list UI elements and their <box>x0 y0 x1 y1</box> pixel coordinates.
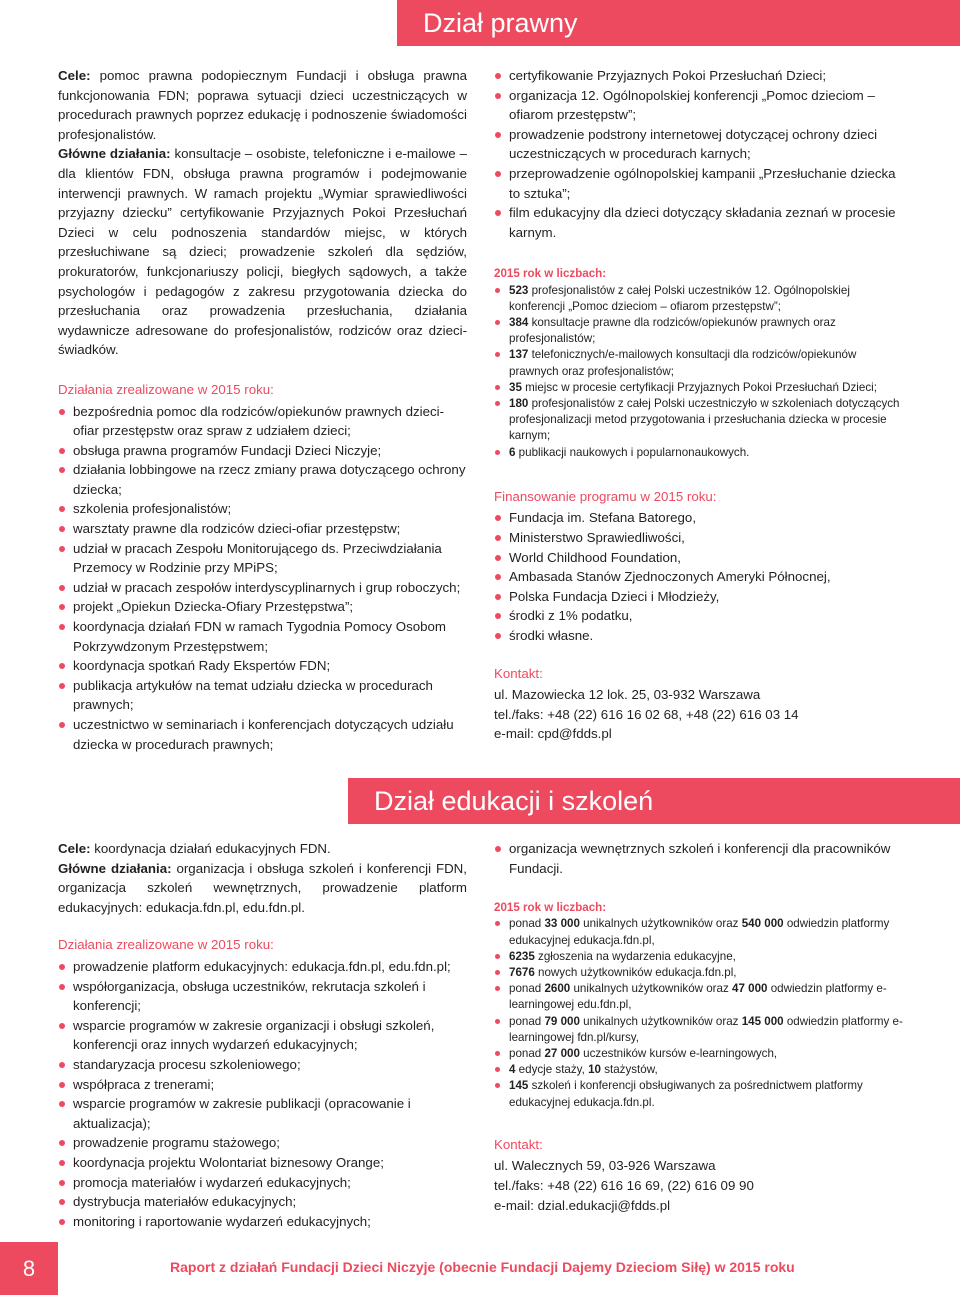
edu-stat-item <box>494 1078 904 1110</box>
edu-done-item: wsparcie programów w zakresie publikacji (opracowanie i aktualizacja); <box>58 1094 467 1133</box>
edu-left-column <box>58 839 467 1231</box>
legal-done-item: obsługa prawna programów Fundacji Dzieci Niczyje; <box>58 441 467 461</box>
edu-goal-text: koordynacja działań edukacyjnych FDN. <box>94 841 331 856</box>
legal-stat-item <box>494 315 904 347</box>
legal-done-item: projekt „Opiekun Dziecka-Ofiary Przestępstwa”; <box>58 597 467 617</box>
edu-stat-item <box>494 981 904 1013</box>
stat-text: konsultacje prawne dla rodziców/opiekunów prawnych oraz profesjonalistów; <box>509 315 836 346</box>
report-title: Raport z działań Fundacji Dzieci Niczyje (obecnie Fundacji Dajemy Dzieciom Siłę) w 2015 roku <box>170 1259 795 1275</box>
edu-stats-list <box>494 916 904 1110</box>
funding-item: Ministerstwo Sprawiedliwości, <box>494 528 904 548</box>
edu-done-item: koordynacja projektu Wolontariat biznesowy Orange; <box>58 1153 467 1173</box>
legal-stat-item <box>494 283 904 315</box>
funding-item: środki własne. <box>494 626 904 646</box>
contact-line: tel./faks: +48 (22) 616 16 69, (22) 616 09 90 <box>494 1178 754 1194</box>
edu-done-item: współorganizacja, obsługa uczestników, rekrutacja szkoleń i konferencji; <box>58 977 467 1016</box>
edu-contact-title: Kontakt: <box>494 1136 543 1152</box>
contact-line: e-mail: dzial.edukacji@fdds.pl <box>494 1197 671 1213</box>
stat-number: 35 <box>509 380 522 394</box>
funding-item: Fundacja im. Stefana Batorego, <box>494 508 904 528</box>
section-title-education: Dział edukacji i szkoleń <box>348 778 960 824</box>
edu-stat-item <box>494 949 904 965</box>
stat-text: ponad <box>509 1047 545 1061</box>
legal-done-title: Działania zrealizowane w 2015 roku: <box>58 381 274 397</box>
stat-text: nowych użytkowników edukacja.fdn.pl, <box>534 966 737 979</box>
legal-done-item: szkolenia profesjonalistów; <box>58 499 467 519</box>
contact-line: ul. Mazowiecka 12 lok. 25, 03-932 Warszawa <box>494 687 761 703</box>
funding-list <box>494 508 904 645</box>
stat-number: 2600 <box>544 982 571 996</box>
legal-done-item: koordynacja spotkań Rady Ekspertów FDN; <box>58 656 467 676</box>
stat-text: unikalnych użytkowników oraz <box>579 1014 742 1028</box>
legal-right-item: przeprowadzenie ogólnopolskiej kampanii „Przesłuchanie dziecka to sztuka”; <box>494 164 904 203</box>
stat-number: 180 <box>509 396 529 410</box>
contact-line: e-mail: cpd@fdds.pl <box>494 726 612 742</box>
stat-number: 7676 <box>509 966 535 979</box>
stat-number: 384 <box>509 315 529 329</box>
edu-right-item: organizacja wewnętrznych szkoleń i konferencji dla pracowników Fundacji. <box>494 839 904 878</box>
contact-line: ul. Walecznych 59, 03-926 Warszawa <box>494 1158 716 1174</box>
edu-stat-item <box>494 916 904 948</box>
stat-text: uczestników kursów e-learningowych, <box>579 1047 778 1061</box>
legal-contact-title: Kontakt: <box>494 665 543 681</box>
stat-number: 137 <box>509 348 529 362</box>
stat-number: 523 <box>509 283 529 297</box>
legal-done-item: koordynacja działań FDN w ramach Tygodnia Pomocy Osobom Pokrzywdzonym Przestępstwem; <box>58 617 467 656</box>
stat-text: zgłoszenia na wydarzenia edukacyjne, <box>534 949 736 963</box>
legal-right-column <box>494 66 904 744</box>
edu-main-text: organizacja i obsługa szkoleń i konferencji FDN, organizacja szkoleń wewnętrznych, prowadzenie platform edukacyjnych: edukacja.fdn.pl, edu.fdn.pl. <box>58 860 467 915</box>
stat-text: ponad <box>509 1014 545 1028</box>
goal-text: pomoc prawna podopiecznym Fundacji i obsługa prawna funkcjonowania FDN; poprawa sytuacji dzieci uczestniczących w procedurach prawnych poprzez edukację i podnoszenie świadomości profesjonalistów. <box>58 68 467 142</box>
legal-stat-item <box>494 445 904 461</box>
legal-intro <box>58 66 467 360</box>
stat-number: 6235 <box>509 949 535 963</box>
stat-number: 145 000 <box>741 1014 784 1028</box>
edu-contact <box>494 1156 904 1215</box>
funding-title: Finansowanie programu w 2015 roku: <box>494 488 717 504</box>
stat-number: 27 000 <box>544 1047 580 1061</box>
edu-stats-title: 2015 rok w liczbach: <box>494 901 607 915</box>
legal-done-item: bezpośrednia pomoc dla rodziców/opiekunów prawnych dzieci-ofiar przestępstw oraz spraw z udziałem dzieci; <box>58 402 467 441</box>
legal-right-item: certyfikowanie Przyjaznych Pokoi Przesłuchań Dzieci; <box>494 66 904 86</box>
stat-number: 33 000 <box>544 917 580 931</box>
stat-text: odwiedzin platformy edukacyjnej edukacja.fdn.pl, <box>509 917 890 947</box>
legal-done-item: udział w pracach zespołów interdyscyplinarnych i grup roboczych; <box>58 578 467 598</box>
stat-text: ponad <box>509 917 545 931</box>
legal-done-item: publikacja artykułów na temat udziału dziecka w procedurach prawnych; <box>58 676 467 715</box>
main-text: konsultacje – osobiste, telefoniczne i e-mailowe – dla klientów FDN, obsługa prawna programów i podejmowanie interwencji prawnych. W ramach projektu „Wymiar sprawiedliwości przyjazny dziecku” certyfikowanie Przyjaznych Pokoi Przesłuchań Dzieci w celu podnoszenia standardów miejsc, w których przesłuchiwane są dzieci; prowadzenie szkoleń dla sędziów, prokuratorów, funkcjonariuszy policji, biegłych sądowych, a także psychologów i pedagogów z zakresu przygotowania dziecka do przesłuchania oraz prowadzenia przesłuchania, działania wydawnicze adresowane do profesjonalistów, rodziców oraz dzieci-świadków. <box>58 146 467 358</box>
edu-done-item: promocja materiałów i wydarzeń edukacyjnych; <box>58 1173 467 1193</box>
edu-goal-label: Cele: <box>58 841 91 856</box>
stat-text: profesjonalistów z całej Polski uczestniczyło w szkoleniach dotyczących profesjonalizacji metod przygotowania i przesłuchania dziecka w procesie karnym; <box>509 396 900 443</box>
page-number: 8 <box>0 1242 58 1295</box>
funding-item: środki z 1% podatku, <box>494 606 904 626</box>
stat-number: 145 <box>509 1079 529 1093</box>
legal-done-item: uczestnictwo w seminariach i konferencjach dotyczących udziału dziecka w procedurach prawnych; <box>58 715 467 754</box>
stat-text: szkoleń i konferencji obsługiwanych za pośrednictwem platformy edukacyjnej edukacja.fdn.pl. <box>509 1079 863 1109</box>
edu-intro <box>58 839 467 917</box>
contact-line: tel./faks: +48 (22) 616 16 02 68, +48 (22) 616 03 14 <box>494 706 799 722</box>
edu-right-column <box>494 839 904 1215</box>
legal-stats-title: 2015 rok w liczbach: <box>494 267 607 281</box>
edu-done-item: współpraca z trenerami; <box>58 1075 467 1095</box>
funding-item: World Childhood Foundation, <box>494 548 904 568</box>
stat-text: publikacji naukowych i popularnonaukowych. <box>515 445 750 459</box>
edu-stat-item <box>494 965 904 981</box>
stat-text: telefonicznych/e-mailowych konsultacji dla rodziców/opiekunów prawnych oraz profesjonalistów; <box>509 348 857 378</box>
legal-done-item: udział w pracach Zespołu Monitorującego ds. Przeciwdziałania Przemocy w Rodzinie przy MPiPS; <box>58 539 467 578</box>
edu-done-item: standaryzacja procesu szkoleniowego; <box>58 1055 467 1075</box>
stat-number: 47 000 <box>732 982 768 996</box>
legal-stats-list <box>494 283 904 461</box>
edu-stat-item <box>494 1046 904 1062</box>
section-title-legal: Dział prawny <box>397 0 960 46</box>
stat-text: edycje staży, <box>515 1063 589 1077</box>
stat-text: profesjonalistów z całej Polski uczestników 12. Ogólnopolskiej konferencji „Pomoc dzieciom – ofiarom przestępstw”; <box>509 283 850 313</box>
edu-main-label: Główne działania: <box>58 860 172 876</box>
stat-text: unikalnych użytkowników oraz <box>579 917 742 931</box>
legal-right-item: film edukacyjny dla dzieci dotyczący składania zeznań w procesie karnym. <box>494 203 904 242</box>
funding-item: Ambasada Stanów Zjednoczonych Ameryki Północnej, <box>494 567 904 587</box>
stat-number: 79 000 <box>544 1014 580 1028</box>
edu-stat-item <box>494 1062 904 1078</box>
stat-number: 540 000 <box>741 917 784 931</box>
edu-done-item: prowadzenie platform edukacyjnych: edukacja.fdn.pl, edu.fdn.pl; <box>58 957 467 977</box>
goal-label: Cele: <box>58 68 91 83</box>
stat-text: miejsc w procesie certyfikacji Przyjaznych Pokoi Przesłuchań Dzieci; <box>521 380 877 394</box>
main-label: Główne działania: <box>58 146 171 162</box>
legal-contact <box>494 685 904 744</box>
stat-text: stażystów, <box>600 1063 658 1077</box>
legal-done-list <box>58 402 467 755</box>
edu-done-item: dystrybucja materiałów edukacyjnych; <box>58 1192 467 1212</box>
edu-done-item: prowadzenie programu stażowego; <box>58 1133 467 1153</box>
legal-right-item: organizacja 12. Ogólnopolskiej konferencji „Pomoc dzieciom – ofiarom przestępstw”; <box>494 86 904 125</box>
stat-text: ponad <box>509 982 545 996</box>
stat-text: odwiedzin platformy e-learningowej fdn.pl/kursy, <box>509 1014 903 1044</box>
stat-text: unikalnych użytkowników oraz <box>570 982 733 996</box>
legal-stats-box <box>494 266 904 460</box>
edu-done-title: Działania zrealizowane w 2015 roku: <box>58 937 274 953</box>
legal-done-item: działania lobbingowe na rzecz zmiany prawa dotyczącego ochrony dziecka; <box>58 460 467 499</box>
edu-right-list <box>494 839 904 878</box>
legal-stat-item <box>494 396 904 445</box>
legal-stat-item <box>494 380 904 396</box>
funding-item: Polska Fundacja Dzieci i Młodzieży, <box>494 587 904 607</box>
stat-number: 10 <box>588 1063 601 1077</box>
edu-done-list <box>58 957 467 1231</box>
legal-stat-item <box>494 347 904 379</box>
legal-right-list <box>494 66 904 242</box>
edu-done-item: wsparcie programów w zakresie organizacji i obsługi szkoleń, konferencji oraz innych wydarzeń edukacyjnych; <box>58 1016 467 1055</box>
stat-number: 6 <box>509 445 516 459</box>
stat-text: odwiedzin platformy e-learningowej edu.fdn.pl, <box>509 982 887 1012</box>
legal-done-item: warsztaty prawne dla rodziców dzieci-ofiar przestępstw; <box>58 519 467 539</box>
edu-stats-box <box>494 900 904 1111</box>
edu-done-item: monitoring i raportowanie wydarzeń edukacyjnych; <box>58 1212 467 1232</box>
edu-stat-item <box>494 1014 904 1046</box>
legal-left-column <box>58 66 467 754</box>
stat-number: 4 <box>509 1063 516 1077</box>
legal-right-item: prowadzenie podstrony internetowej dotyczącej ochrony dzieci uczestniczących w procedurach karnych; <box>494 125 904 164</box>
